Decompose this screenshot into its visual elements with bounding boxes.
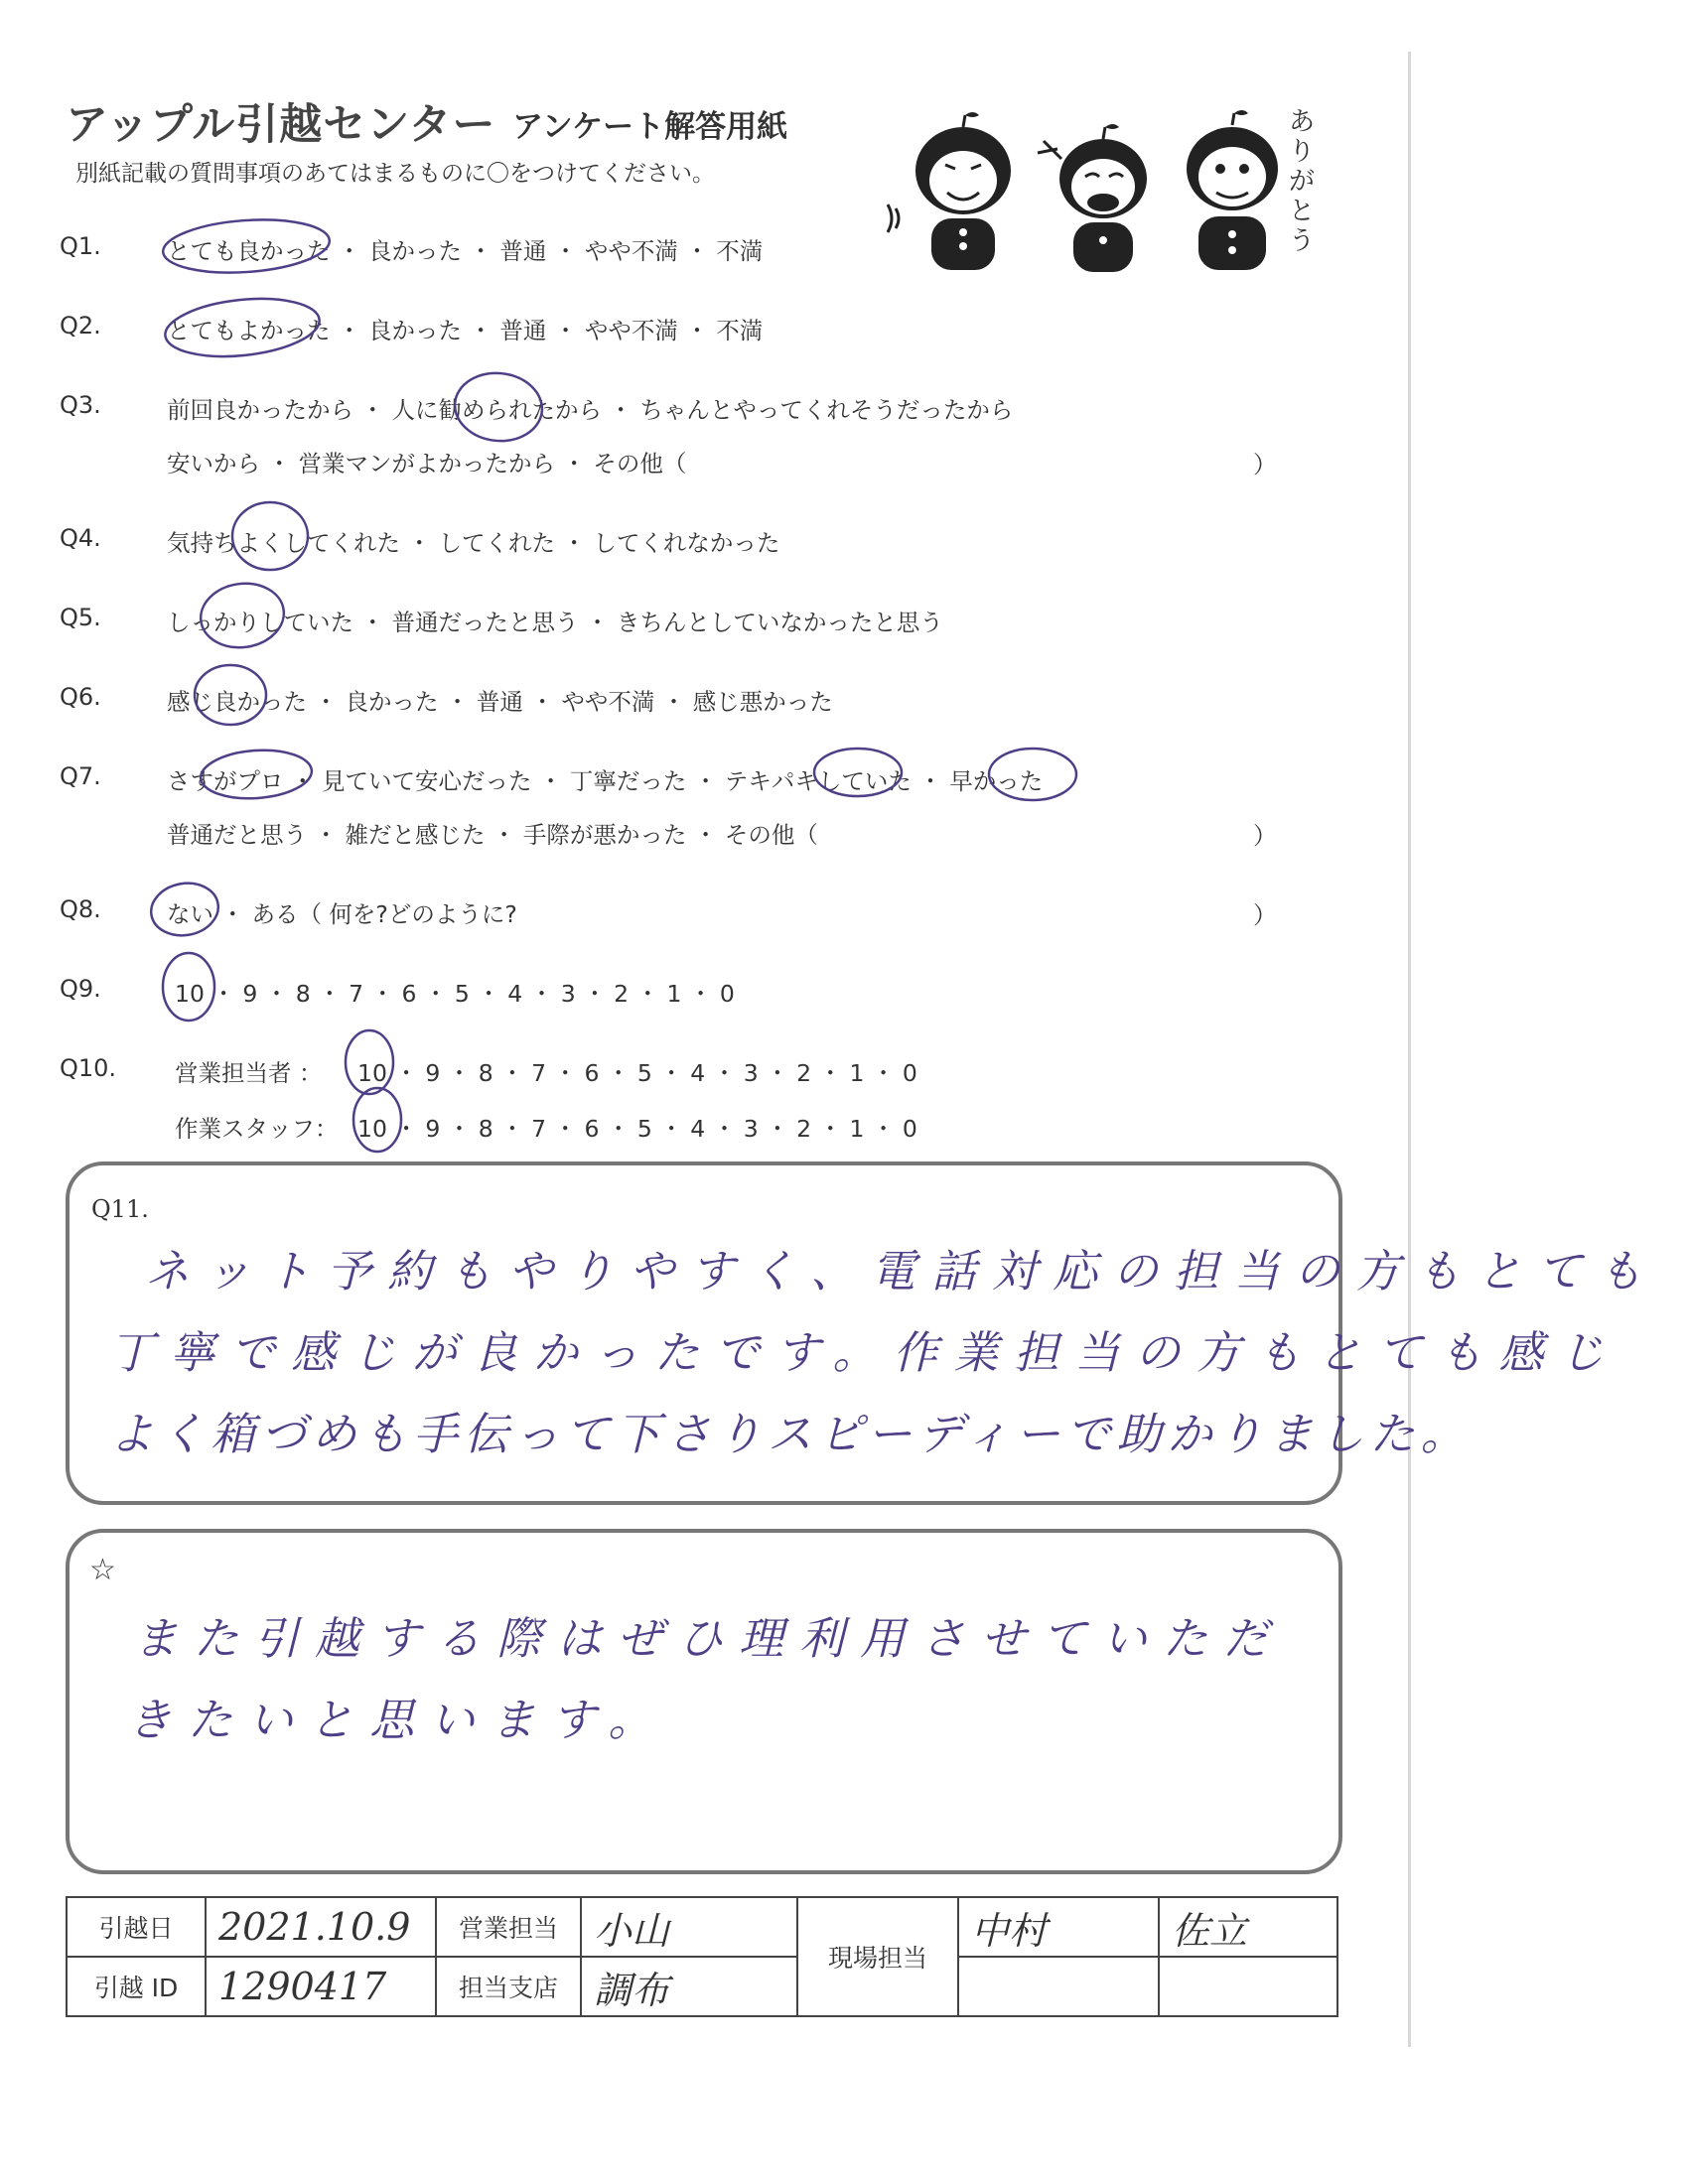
star-label: ☆ (89, 1553, 116, 1587)
q11-handwritten-line-2: 丁寧で感じが良かったです。作業担当の方もとても感じ (109, 1326, 1620, 1379)
q3-options-line2: 安いから ・ 営業マンがよかったから ・ その他（ (167, 450, 687, 478)
form-subtitle: アンケート解答用紙 (512, 109, 788, 145)
q11-handwritten-line-3: よく箱づめも手伝って下さりスピーディーで助かりました。 (109, 1408, 1472, 1460)
q10-staff-label: 作業スタッフ： (175, 1115, 339, 1143)
q2-label: Q2. (60, 312, 101, 340)
brand-title: アップル引越センター (66, 100, 496, 150)
q7-options-line2: 普通だと思う ・ 雑だと感じた ・ 手際が悪かった ・ その他（ (167, 821, 818, 849)
q5-options: しっかりしていた ・ 普通だったと思う ・ きちんとしていなかったと思う (167, 609, 943, 636)
move-id-label: 引越 ID (67, 1957, 206, 2016)
sales-rep-label: 営業担当 (436, 1897, 581, 1957)
move-date-value: 2021.10.9 (206, 1897, 436, 1957)
q6-label: Q6. (60, 683, 101, 711)
q8-options: ない ・ ある（ 何を?どのように? (167, 900, 517, 928)
q11-comment-box (66, 1161, 1659, 1505)
q10-sales-scale: 10 ・ 9 ・ 8 ・ 7 ・ 6 ・ 5 ・ 4 ・ 3 ・ 2 ・ 1 ・ 0 (357, 1059, 917, 1087)
q10-label: Q10. (60, 1054, 117, 1082)
q11-label: Q11. (91, 1195, 149, 1223)
site-staff-1: 中村 (958, 1897, 1159, 1957)
q1-label: Q1. (60, 232, 101, 260)
q7-label: Q7. (60, 762, 101, 790)
monkey-icon (874, 99, 1321, 278)
q2-options: とてもよかった ・ 良かった ・ 普通 ・ やや不満 ・ 不満 (167, 317, 764, 344)
q11-handwritten-line-1: ネット予約もやりやすく、電話対応の担当の方もとても (145, 1245, 1659, 1297)
q3-label: Q3. (60, 391, 101, 419)
thanks-vertical-text: ありがとう (1289, 107, 1316, 256)
q4-label: Q4. (60, 524, 101, 552)
move-date-label: 引越日 (67, 1897, 206, 1957)
q3-options-line1: 前回良かったから ・ 人に勧められたから ・ ちゃんとやってくれそうだったから (167, 396, 1014, 424)
site-staff-label: 現場担当 (797, 1897, 958, 2016)
q10-sales-label: 営業担当者 ： (175, 1059, 323, 1087)
q8-label: Q8. (60, 895, 101, 923)
site-staff-empty-2 (1159, 1957, 1337, 2016)
site-staff-empty-1 (958, 1957, 1159, 2016)
move-id-value: 1290417 (206, 1957, 436, 2016)
monkey-mascots-illustration (874, 99, 1321, 278)
q4-options: 気持ちよくしてくれた ・ してくれた ・ してくれなかった (167, 529, 780, 557)
q1-options: とても良かった ・ 良かった ・ 普通 ・ やや不満 ・ 不満 (167, 237, 764, 265)
instruction-text: 別紙記載の質問事項のあてはまるものに〇をつけてください。 (75, 161, 715, 187)
branch-value: 調布 (581, 1957, 797, 2016)
star-handwritten-line-1: また引越する際はぜひ理利用させていただ (133, 1612, 1285, 1665)
star-comment-box (66, 1529, 1342, 1874)
q3-close-paren: ） (1253, 451, 1277, 478)
q5-label: Q5. (60, 604, 101, 631)
q9-scale: 10 ・ 9 ・ 8 ・ 7 ・ 6 ・ 5 ・ 4 ・ 3 ・ 2 ・ 1 ・ 0 (175, 980, 735, 1008)
q8-close-paren: ） (1253, 901, 1277, 929)
scan-edge-shadow (1408, 52, 1411, 2047)
q9-label: Q9. (60, 975, 101, 1003)
q7-options-line1: さすがプロ ・ 見ていて安心だった ・ 丁寧だった ・ テキパキしていた ・ 早かった (167, 767, 1044, 795)
site-staff-2: 佐立 (1159, 1897, 1337, 1957)
q6-options: 感じ良かった ・ 良かった ・ 普通 ・ やや不満 ・ 感じ悪かった (167, 688, 833, 716)
q7-close-paren: ） (1253, 822, 1277, 850)
sales-rep-value: 小山 (581, 1897, 797, 1957)
q10-staff-scale: 10 ・ 9 ・ 8 ・ 7 ・ 6 ・ 5 ・ 4 ・ 3 ・ 2 ・ 1 ・ 0 (357, 1115, 917, 1143)
star-handwritten-line-2: きたいと思います。 (127, 1694, 669, 1746)
branch-label: 担当支店 (436, 1957, 581, 2016)
move-info-table (66, 1896, 1338, 2017)
